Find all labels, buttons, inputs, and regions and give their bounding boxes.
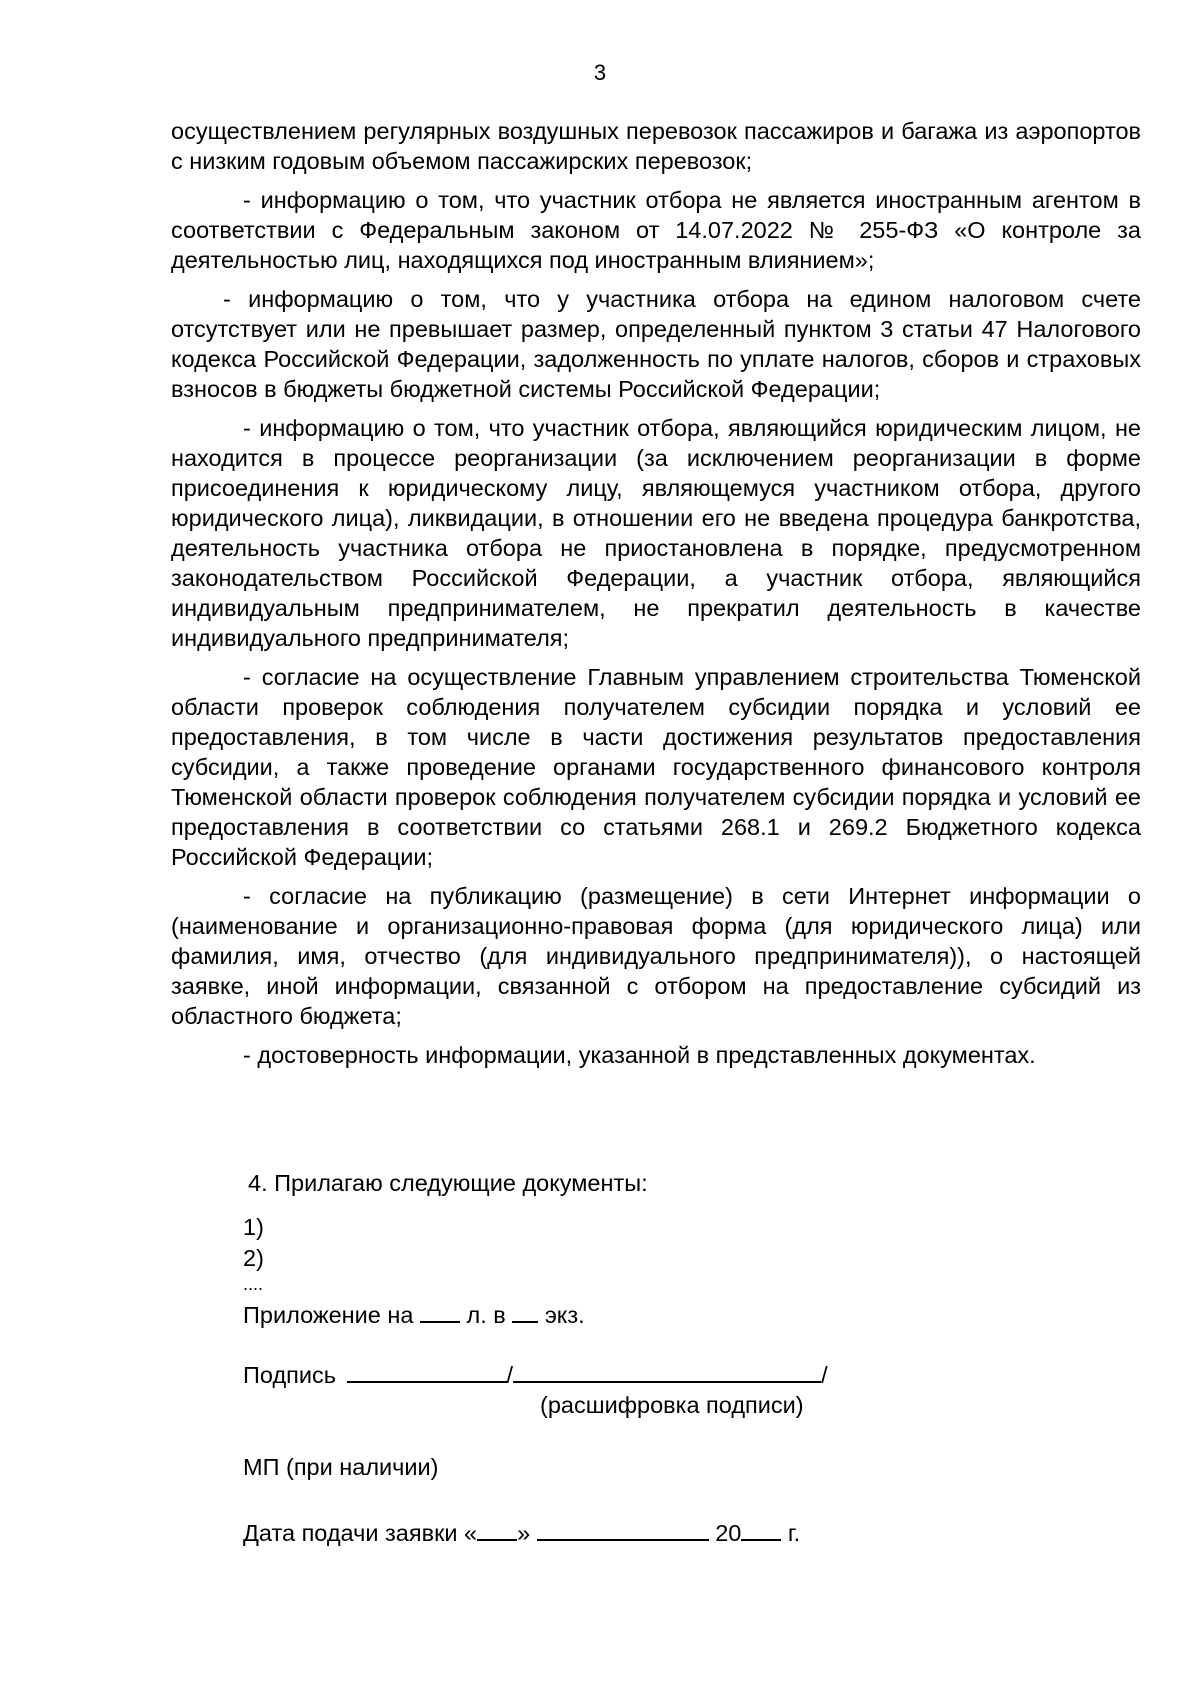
paragraph-continuation: осуществлением регулярных воздушных перевозок пассажиров и багажа из аэропортов с низким годовым объемом пассажирских перевозок; — [171, 118, 1141, 174]
date-close-quote: » — [517, 1520, 531, 1546]
paragraph-publication-consent: - согласие на публикацию (размещение) в сети Интернет информации о (наименование и организационно-правовая форма (для юридического лица) или фамилия, имя, отчество (для индивидуального предпринимателя)), о настоящей заявке, иной информации, связанной с отбором на предоставление субсидий из областного бюджета; — [171, 883, 1141, 1029]
date-day-blank[interactable] — [477, 1517, 517, 1541]
signature-label: Подпись — [243, 1362, 337, 1388]
paragraph-foreign-agent-info: - информацию о том, что участник отбора не является иностранным агентом в соответствии с Федеральным законом от 14.07.2022 № 255-ФЗ «О контроле за деятельностью лиц, находящихся под иностранным влиянием»; — [171, 187, 1141, 273]
page-number: 3 — [593, 60, 607, 85]
appendix-mid: л. в — [466, 1302, 506, 1328]
date-year-prefix: 20 — [715, 1520, 742, 1546]
date-year-blank[interactable] — [741, 1517, 781, 1541]
attachment-item-1: 1) — [243, 1214, 264, 1240]
appendix-prefix: Приложение на — [243, 1302, 414, 1328]
paragraph-accuracy: - достоверность информации, указанной в представленных документах. — [243, 1042, 1036, 1068]
signature-end: / — [821, 1362, 828, 1388]
signature-decoding-blank[interactable] — [513, 1359, 821, 1383]
signature-separator: / — [506, 1362, 514, 1388]
signature-caption: (расшифровка подписи) — [540, 1392, 804, 1418]
attachment-item-2: 2) — [243, 1245, 264, 1271]
attachment-ellipsis: .... — [243, 1274, 264, 1294]
stamp-note: МП (при наличии) — [243, 1454, 439, 1480]
signature-line — [243, 1359, 828, 1390]
date-month-blank[interactable] — [537, 1517, 709, 1541]
document-body — [171, 116, 1141, 1079]
appendix-suffix: экз. — [544, 1302, 585, 1328]
attachments-heading: 4. Прилагаю следующие документы: — [248, 1170, 648, 1196]
paragraph-reorganization-info: - информацию о том, что участник отбора, являющийся юридическим лицом, не находится в процессе реорганизации (за исключением реорганизации в форме присоединения к юридическому лицу, являющемуся участником отбора, другого юридического лица), ликвидации, в отношении его не введена процедура банкротства, деятельность участника отбора не приостановлена в порядке, предусмотренном законодательством Российской Федерации, а участник отбора, являющийся индивидуальным предпринимателем, не прекратил деятельность в качестве индивидуального предпринимателя; — [171, 415, 1141, 651]
appendix-copies-blank[interactable] — [512, 1299, 538, 1323]
paragraph-tax-debt-info: - информацию о том, что у участника отбора на едином налоговом счете отсутствует или не превышает размер, определенный пунктом 3 статьи 47 Налогового кодекса Российской Федерации, задолженность по уплате налогов, сборов и страховых взносов в бюджеты бюджетной системы Российской Федерации; — [171, 286, 1141, 402]
appendix-pages-blank[interactable] — [420, 1299, 460, 1323]
date-year-suffix: г. — [787, 1520, 801, 1546]
signature-blank[interactable] — [347, 1359, 507, 1383]
paragraph-inspection-consent: - согласие на осуществление Главным управлением строительства Тюменской области проверок соблюдения получателем субсидии порядка и условий ее предоставления, в том числе в части достижения результатов предоставления субсидии, а также проведение органами государственного финансового контроля Тюменской области проверок соблюдения получателем субсидии порядка и условий ее предоставления в соответствии со статьями 268.1 и 269.2 Бюджетного кодекса Российской Федерации; — [171, 664, 1141, 870]
appendix-line — [243, 1299, 585, 1330]
date-label: Дата подачи заявки « — [243, 1520, 478, 1546]
submission-date-line — [243, 1517, 800, 1548]
